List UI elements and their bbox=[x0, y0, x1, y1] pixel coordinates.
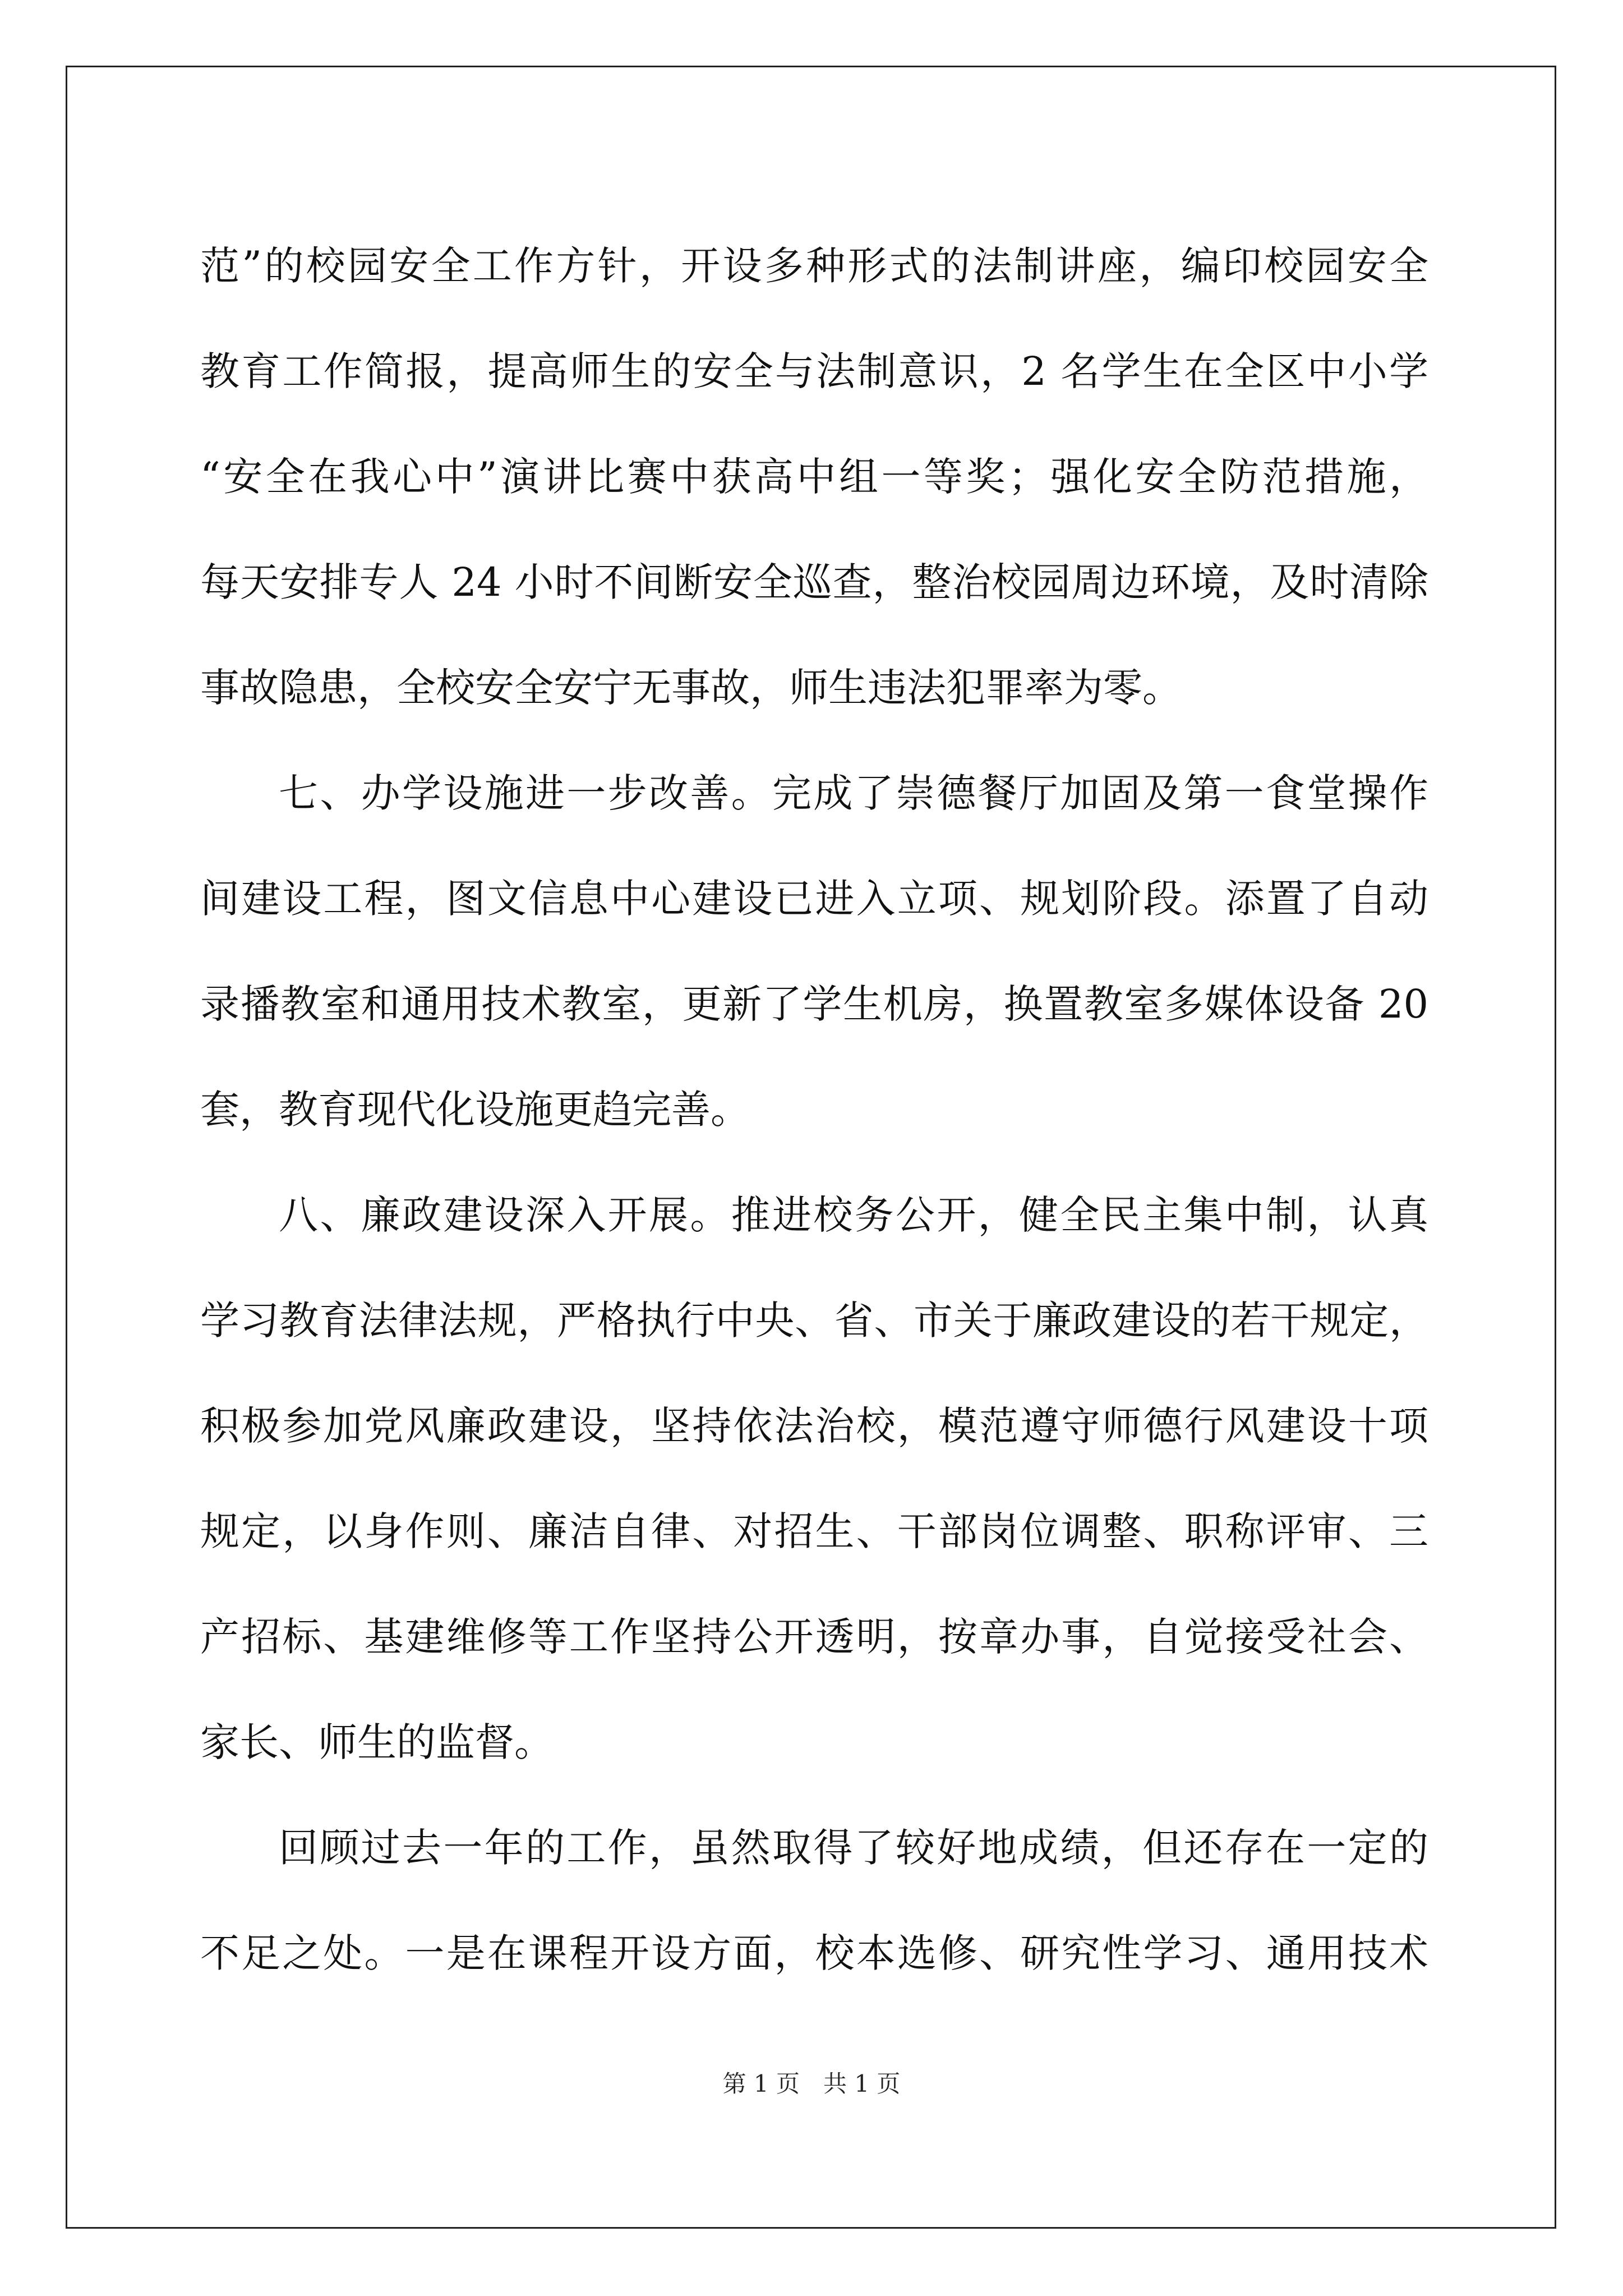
text-line: 间建设工程，图文信息中心建设已进入立项、规划阶段。添置了自动 bbox=[200, 876, 1428, 922]
text-line: 七、办学设施进一步改善。完成了崇德餐厅加固及第一食堂操作 bbox=[279, 770, 1428, 816]
text-line: 不足之处。一是在课程开设方面，校本选修、研究性学习、通用技术 bbox=[200, 1930, 1428, 1976]
text-line: 家长、师生的监督。 bbox=[200, 1719, 554, 1765]
text-line: 套，教育现代化设施更趋完善。 bbox=[200, 1087, 750, 1133]
text-line: 每天安排专人 24 小时不间断安全巡查，整治校园周边环境，及时清除 bbox=[200, 559, 1428, 605]
text-line: 积极参加党风廉政建设，坚持依法治校，模范遵守师德行风建设十项 bbox=[200, 1403, 1428, 1449]
text-line: 教育工作简报，提高师生的安全与法制意识，2 名学生在全区中小学 bbox=[200, 348, 1428, 394]
text-line: 录播教室和通用技术教室，更新了学生机房，换置教室多媒体设备 20 bbox=[200, 981, 1428, 1027]
text-line: 八、廉政建设深入开展。推进校务公开，健全民主集中制，认真 bbox=[279, 1192, 1428, 1238]
text-line: 回顾过去一年的工作，虽然取得了较好地成绩，但还存在一定的 bbox=[279, 1825, 1428, 1871]
text-line: 学习教育法律法规，严格执行中央、省、市关于廉政建设的若干规定， bbox=[200, 1297, 1428, 1343]
text-line: 规定，以身作则、廉洁自律、对招生、干部岗位调整、职称评审、三 bbox=[200, 1508, 1428, 1554]
document-body bbox=[200, 213, 1428, 2006]
text-line: 事故隐患，全校安全安宁无事故，师生违法犯罪率为零。 bbox=[200, 665, 1182, 711]
text-line: 产招标、基建维修等工作坚持公开透明，按章办事，自觉接受社会、 bbox=[200, 1614, 1428, 1660]
text-line: 范”的校园安全工作方针，开设多种形式的法制讲座，编印校园安全 bbox=[200, 243, 1428, 289]
page-footer: 第 1 页 共 1 页 bbox=[722, 2070, 901, 2097]
text-line: “安全在我心中”演讲比赛中获高中组一等奖；强化安全防范措施， bbox=[200, 454, 1428, 500]
